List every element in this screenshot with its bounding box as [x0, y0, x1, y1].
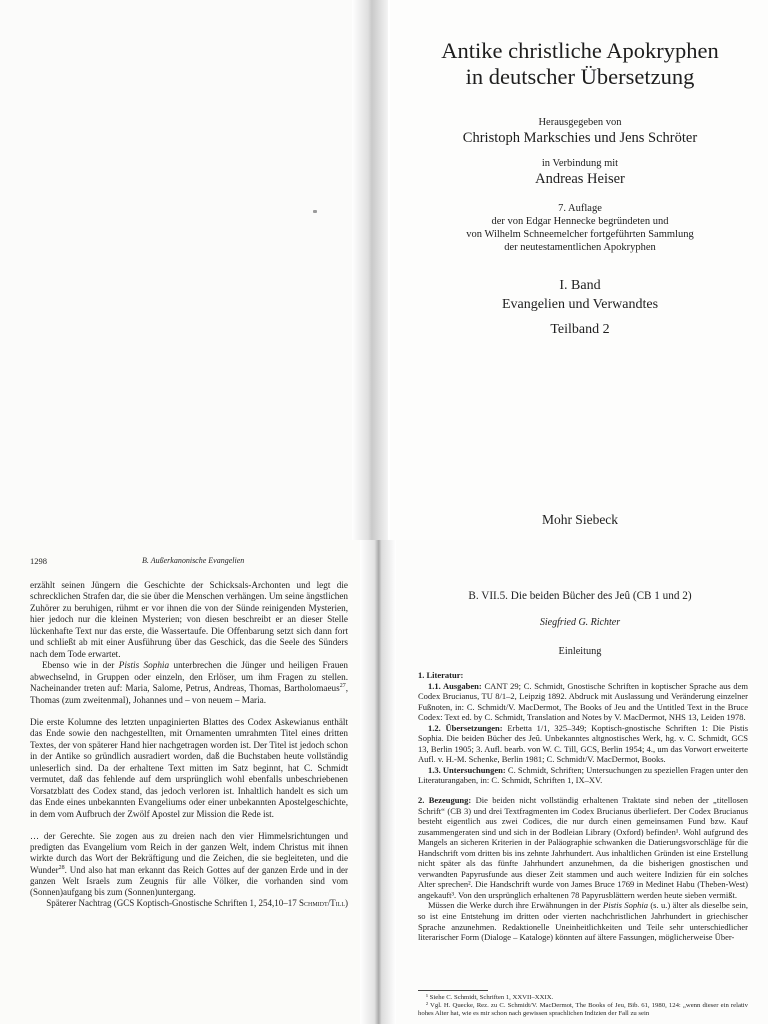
quote-source: Späterer Nachtrag (GCS Koptisch-Gnostische Schriften 1, 254,10–17 Schmidt/Till) — [46, 898, 348, 909]
introduction-heading: Einleitung — [558, 646, 602, 657]
collection-line-1: der von Edgar Hennecke begründeten und — [491, 216, 669, 227]
literature-studies: 1.3. Untersuchungen: C. Schmidt, Schriften; Untersuchungen zu speziellen Fragen unter den Literaturangaben, in: C. Schmidt, Schriften 1, IX–XV. — [418, 764, 749, 786]
footnote: ² Vgl. H. Quecke, Rez. zu C. Schmidt/V. MacDermot, The Books of Jeu, Bib. 61, 1980, 124: „wenn dieser ein relativ hohes Alter hat, wie es mir schon nach gewissen sprachlichen Indizien der Fall zu sein — [418, 1002, 748, 1018]
publisher: Mohr Siebeck — [541, 512, 619, 527]
cooperation-intro: in Verbindung mit — [541, 158, 619, 169]
right-page-body — [418, 670, 748, 943]
literature-heading: 1. Literatur: — [418, 670, 464, 680]
running-head: B. Außerkanonische Evangelien — [142, 556, 245, 565]
section-heading: B. VII.5. Die beiden Bücher des Jeû (CB 1 und 2) — [468, 590, 692, 602]
paragraph: erzählt seinen Jüngern die Geschichte der Schicksals-Archonten und legt die schrecklichen Strafen dar, die sie über die Menschen verhängen. Um seine ängstlichen Zuhörer zu beruhigen, rühmt er vor ihnen die von der Sünde reinigenden Mysterien, hier jedoch nur die kleinen Mysterien; von diesen beschreibt er an dieser Stelle lückenhafte Text nur das erste, die Wassertaufe. Die Offenbarung setzt sich dann fort und schließt ab mit einer Ausführung über das Geschick, das die Seele des Sünders nach dem Tode erwartet. — [30, 580, 348, 659]
attestation-paragraph-2: Müssen die Werke durch ihre Erwähnungen in der Pistis Sophia (s. u.) älter als dieselbe sein, so ist eine Entstehung im dritten oder vierten nachchristlichen Jahrhundert in griechischer Sprache anzunehmen. Redaktionelle Uneinheitlichkeiten und Teile sehr unterschiedlicher literarischer Form (Dialoge – Kataloge) könnten auf ältere Fassungen, möglicherweise Über- — [418, 900, 748, 943]
book-title-line-2: in deutscher Übersetzung — [465, 64, 695, 89]
footnote-rule — [418, 990, 488, 991]
paragraph: Die erste Kolumne des letzten unpaginierten Blattes des Codex Askewianus enthält das Ende sowie den nachgestellten, mit Ornamenten umrahmten Titel eines dritten Textes, der von späterer Hand hier nachgetragen worden ist. Der Titel ist jedoch schon in der Antike so gründlich ausradiert worden, daß die Buchstaben heute vollständig unleserlich sind. Da der erhaltene Text mitten im Satz beginnt, hat C. Schmidt vermutet, daß das fehlende auf dem ursprünglich wohl ebenfalls unbeschriebenen Vorsatzblatt des Codex stand, das jedoch verloren ist. Inhaltlich handelt es sich um das Ende eines unbekannten Evangeliums oder einer unbekannten Apostelgeschichte, in dem vom Aufbruch der Zwölf Apostel zur Mission die Rede ist. — [30, 716, 348, 819]
editors-intro: Herausgegeben von — [538, 117, 622, 128]
editors: Christoph Markschies und Jens Schröter — [462, 130, 698, 146]
collection-line-3: der neutestamentlichen Apokryphen — [504, 242, 656, 253]
paragraph: Ebenso wie in der Pistis Sophia unterbrechen die Jünger und heiligen Frauen abwechselnd, in Gruppen oder einzeln, den Erlöser, um ihm Fragen zu stellen. Nacheinander treten auf: Maria, Salome, Petrus, Andreas, Thomas, Bartholomaeus$^{27}$, Thomas (zum zweitenmal), Johannes und – von neuem – Maria. — [30, 660, 348, 705]
book-gutter-bottom — [360, 540, 396, 1024]
edition: 7. Auflage — [558, 203, 602, 214]
cooperation: Andreas Heiser — [535, 171, 625, 187]
left-page-body — [30, 580, 348, 909]
footnotes — [418, 994, 748, 1019]
blank-page — [0, 0, 384, 540]
volume-title: Evangelien und Verwandtes — [501, 297, 659, 312]
volume: I. Band — [559, 278, 601, 293]
footnote: ¹ Siehe C. Schmidt, Schriften 1, XXVII–XXIX. — [426, 994, 554, 1001]
page-number: 1298 — [30, 556, 47, 566]
scan-speck — [313, 210, 317, 213]
book-gutter-top — [352, 0, 388, 540]
literature-translations: 1.2. Übersetzungen: Erbetta 1/1, 325–349; Koptisch-gnostische Schriften 1: Die Pistis Sophia. Die beiden Bücher des Jeû. Unbekanntes altgnostisches Werk, hg. v. C. Schmidt, GCS 13, Berlin 1905; 3. Aufl. bearb. von W. C. Till, GCS, Berlin 1954; 4., um das Vorwort erweiterte Aufl. v. H.-M. Schenke, Berlin 1981; C. Schmidt/V. MacDermot, Books. — [418, 722, 749, 765]
subvolume: Teilband 2 — [550, 322, 610, 337]
section-author: Siegfried G. Richter — [539, 617, 621, 628]
title-page — [410, 38, 750, 339]
literature-editions: 1.1. Ausgaben: CANT 29; C. Schmidt, Gnostische Schriften in koptischer Sprache aus dem Codex Brucianus, TU 8/1–2, Leipzig 1892. Abdruck mit Auslassung und Veränderung einzelner Fußnoten, in: C. Schmidt/V. MacDermot, The Books of Jeu and the Untitled Text in the Bruce Codex: Text ed. by C. Schmidt, Translation and Notes by V. MacDermot, NHS 13, Leiden 1978. — [418, 680, 749, 723]
collection-line-2: von Wilhelm Schneemelcher fortgeführten Sammlung — [466, 229, 694, 240]
attestation-paragraph: 2. Bezeugung: Die beiden nicht vollständig erhaltenen Traktate sind neben der „titellosen Schrift“ (CB 3) und drei Textfragmenten im Codex Brucianus überliefert. Der Codex Brucianus besteht eigentlich aus zwei Codices, die nur durch einen gemeinsamen Fund bzw. Kauf zusammengeraten sind und sich in der Bodleian Library (Oxford) befinden¹. Wohl aufgrund des Mangels an sicheren Kriterien in der Paläographie schwanken die Datierungsvorschläge für die Handschrift vom dritten bis ins zehnte Jahrhundert. Aus inhaltlichen Gründen ist eine Erstellung nicht später als das fünfte Jahrhundert anzunehmen, da die bisherigen gnostischen und verwandten Papyrusfunde aus dieser Zeit stammen und auch weitere Indizien für ein solches Alter sprechen². Die Handschrift wurde von James Bruce 1769 in Medinet Habu (Theben-West) angekauft³. Von den ursprünglich erhaltenen 78 Papyrusblättern werden heute sieben vermißt. — [418, 795, 748, 900]
book-title-line-1: Antike christliche Apokryphen — [441, 38, 719, 63]
block-quote: … der Gerechte. Sie zogen aus zu dreien nach den vier Himmelsrichtungen und predigten das Evangelium vom Reich in der ganzen Welt, indem Christus mit ihnen wirkte durch das Wort der Bekräftigung und die Zeichen, die sie begleiteten, und die Wunder$^{28}$. Und also hat man erkannt das Reich Gottes auf der ganzen Erde und in der ganzen Welt Israels zum Zeugnis für alle Völker, die vorhanden sind vom (Sonnen)aufgang bis zum (Sonnen)untergang. — [30, 831, 348, 898]
